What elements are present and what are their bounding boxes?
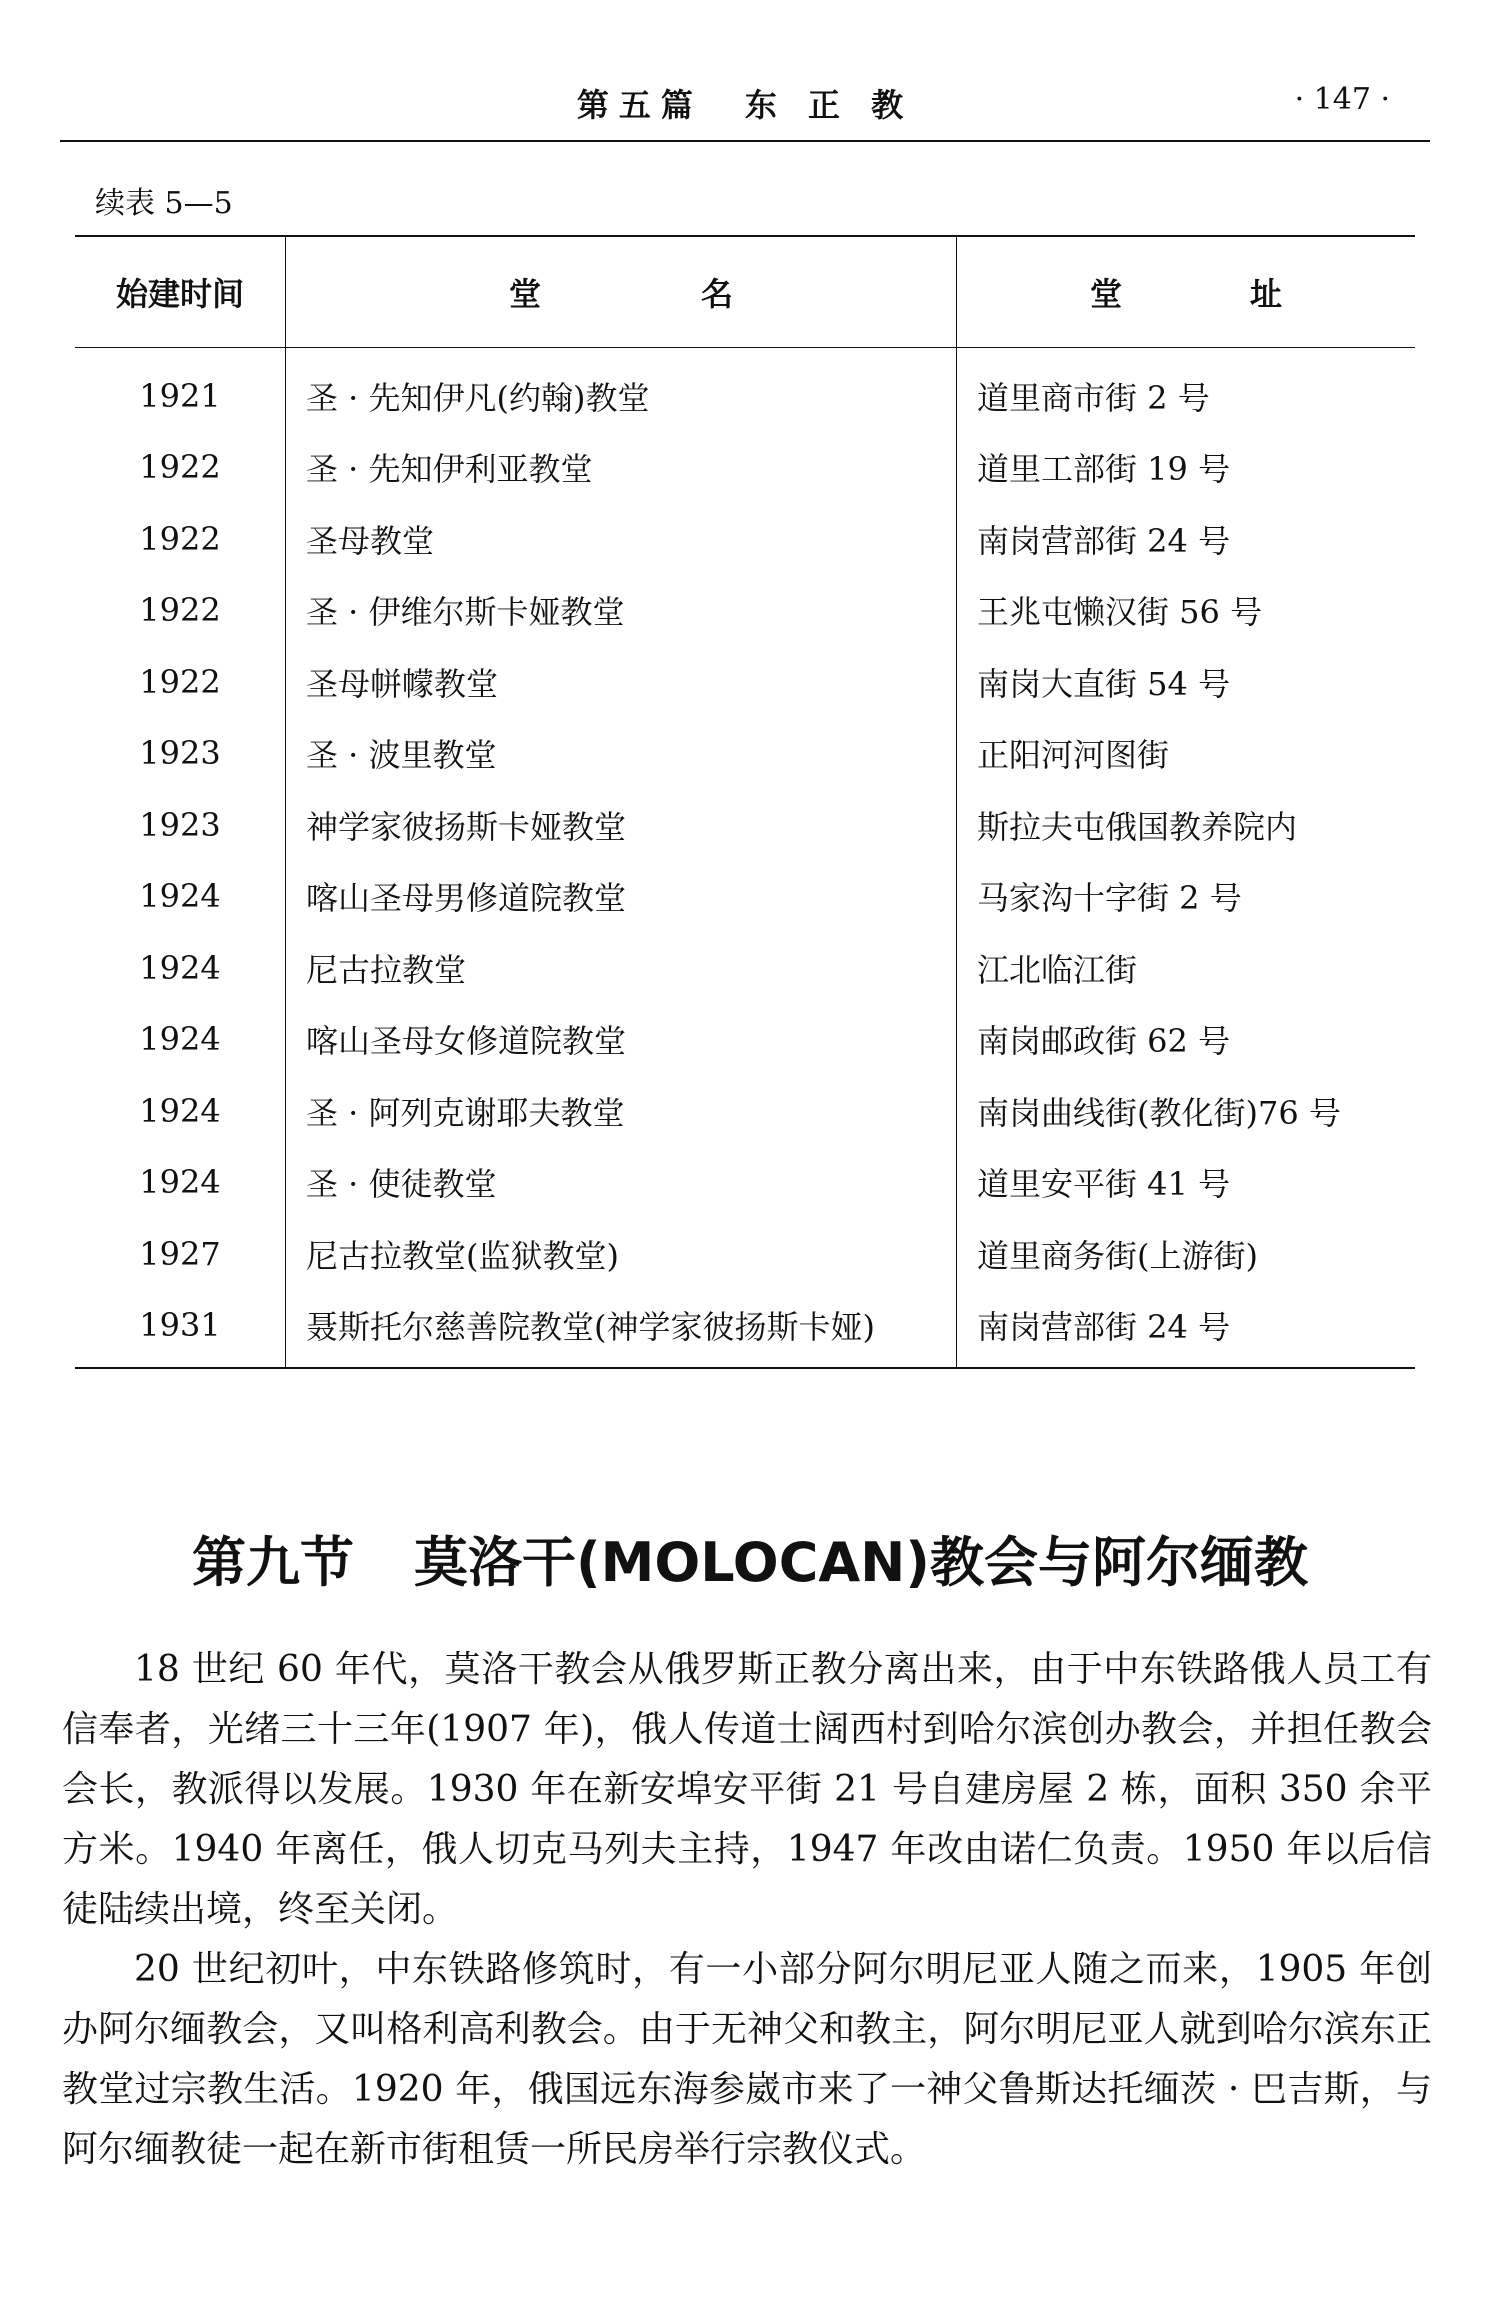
cell-address: 南岗大直街 54 号: [957, 646, 1416, 718]
cell-address: 道里商市街 2 号: [957, 348, 1416, 432]
cell-year: 1921: [139, 376, 221, 415]
church-table: [75, 235, 1415, 1369]
cell-address: 江北临江街: [957, 932, 1416, 1004]
page-number: · 147 ·: [1294, 82, 1390, 117]
table-row: [75, 646, 1415, 718]
table-header-row: [75, 236, 1415, 348]
cell-year: 1923: [139, 805, 221, 844]
cell-year: 1924: [139, 1163, 221, 1202]
table-row: [75, 575, 1415, 647]
table-row: [75, 1290, 1415, 1369]
cell-year: 1924: [139, 1091, 221, 1130]
cell-year: 1924: [139, 877, 221, 916]
cell-year: 1924: [139, 1020, 221, 1059]
running-header: [60, 80, 1430, 140]
table-row: [75, 503, 1415, 575]
table-row: [75, 789, 1415, 861]
table-row: [75, 718, 1415, 790]
body-text: [62, 1640, 1432, 2180]
cell-address: 马家沟十字街 2 号: [957, 861, 1416, 933]
cell-name: 圣 · 伊维尔斯卡娅教堂: [286, 575, 957, 647]
section-heading: [0, 1520, 1500, 1597]
cell-name: 圣 · 使徒教堂: [286, 1147, 957, 1219]
table-header: [75, 236, 1415, 348]
cell-year: 1924: [139, 948, 221, 987]
cell-name: 尼古拉教堂(监狱教堂): [286, 1218, 957, 1290]
table-row: [75, 1147, 1415, 1219]
cell-name: 聂斯托尔慈善院教堂(神学家彼扬斯卡娅): [286, 1290, 957, 1369]
section-number: 第九节: [191, 1531, 354, 1594]
table-caption: 续表 5—5: [95, 186, 233, 221]
cell-address: 道里安平街 41 号: [957, 1147, 1416, 1219]
cell-address: 南岗营部街 24 号: [957, 503, 1416, 575]
cell-name: 圣 · 先知伊凡(约翰)教堂: [286, 348, 957, 432]
cell-name: 圣 · 波里教堂: [286, 718, 957, 790]
cell-address: 斯拉夫屯俄国教养院内: [957, 789, 1416, 861]
table-row: [75, 432, 1415, 504]
table-body: [75, 348, 1415, 1369]
cell-name: 圣母教堂: [286, 503, 957, 575]
paragraph: 20 世纪初叶，中东铁路修筑时，有一小部分阿尔明尼亚人随之而来，1905 年创办阿尔缅教会，又叫格利高利教会。由于无神父和教主，阿尔明尼亚人就到哈尔滨东正教堂过宗教生活。1920 年，俄国远东海参崴市来了一神父鲁斯达托缅茨 · 巴吉斯，与阿尔缅教徒一起在新市街租赁一所民房举行宗教仪式。: [62, 1949, 1432, 2170]
cell-address: 南岗营部街 24 号: [957, 1290, 1416, 1369]
cell-name: 圣母帡幪教堂: [286, 646, 957, 718]
cell-address: 道里商务街(上游街): [957, 1218, 1416, 1290]
table-row: [75, 861, 1415, 933]
cell-name: 圣 · 先知伊利亚教堂: [286, 432, 957, 504]
church-table-grid: [75, 235, 1415, 1369]
cell-year: 1922: [139, 448, 221, 487]
section-title: 莫洛干(MOLOCAN)教会与阿尔缅教: [413, 1531, 1308, 1594]
table-row: [75, 348, 1415, 432]
cell-year: 1927: [139, 1234, 221, 1273]
table-row: [75, 1075, 1415, 1147]
table-row: [75, 1218, 1415, 1290]
cell-address: 南岗邮政街 62 号: [957, 1004, 1416, 1076]
cell-address: 南岗曲线街(教化街)76 号: [957, 1075, 1416, 1147]
cell-name: 神学家彼扬斯卡娅教堂: [286, 789, 957, 861]
header-rule: [60, 140, 1430, 142]
cell-address: 道里工部街 19 号: [957, 432, 1416, 504]
table-row: [75, 932, 1415, 1004]
cell-year: 1922: [139, 519, 221, 558]
table-row: [75, 1004, 1415, 1076]
cell-year: 1931: [75, 1290, 286, 1369]
cell-name: 圣 · 阿列克谢耶夫教堂: [286, 1075, 957, 1147]
paragraph: 18 世纪 60 年代，莫洛干教会从俄罗斯正教分离出来，由于中东铁路俄人员工有信奉者，光绪三十三年(1907 年)，俄人传道士阔西村到哈尔滨创办教会，并担任教会会长，教派得以发展。1930 年在新安埠安平街 21 号自建房屋 2 栋，面积 350 余平方米。1940 年离任，俄人切克马列夫主持，1947 年改由诺仁负责。1950 年以后信徒陆续出境，终至关闭。: [62, 1649, 1432, 1930]
cell-year: 1922: [139, 662, 221, 701]
running-title: 第五篇 东 正 教: [576, 86, 914, 124]
header-address: 堂 址: [957, 236, 1416, 348]
cell-year: 1923: [139, 734, 221, 773]
cell-name: 尼古拉教堂: [286, 932, 957, 1004]
cell-name: 喀山圣母男修道院教堂: [286, 861, 957, 933]
header-year: 始建时间: [75, 236, 286, 348]
cell-name: 喀山圣母女修道院教堂: [286, 1004, 957, 1076]
cell-year: 1922: [139, 591, 221, 630]
cell-address: 正阳河河图街: [957, 718, 1416, 790]
cell-address: 王兆屯懒汉街 56 号: [957, 575, 1416, 647]
header-name: 堂 名: [286, 236, 957, 348]
